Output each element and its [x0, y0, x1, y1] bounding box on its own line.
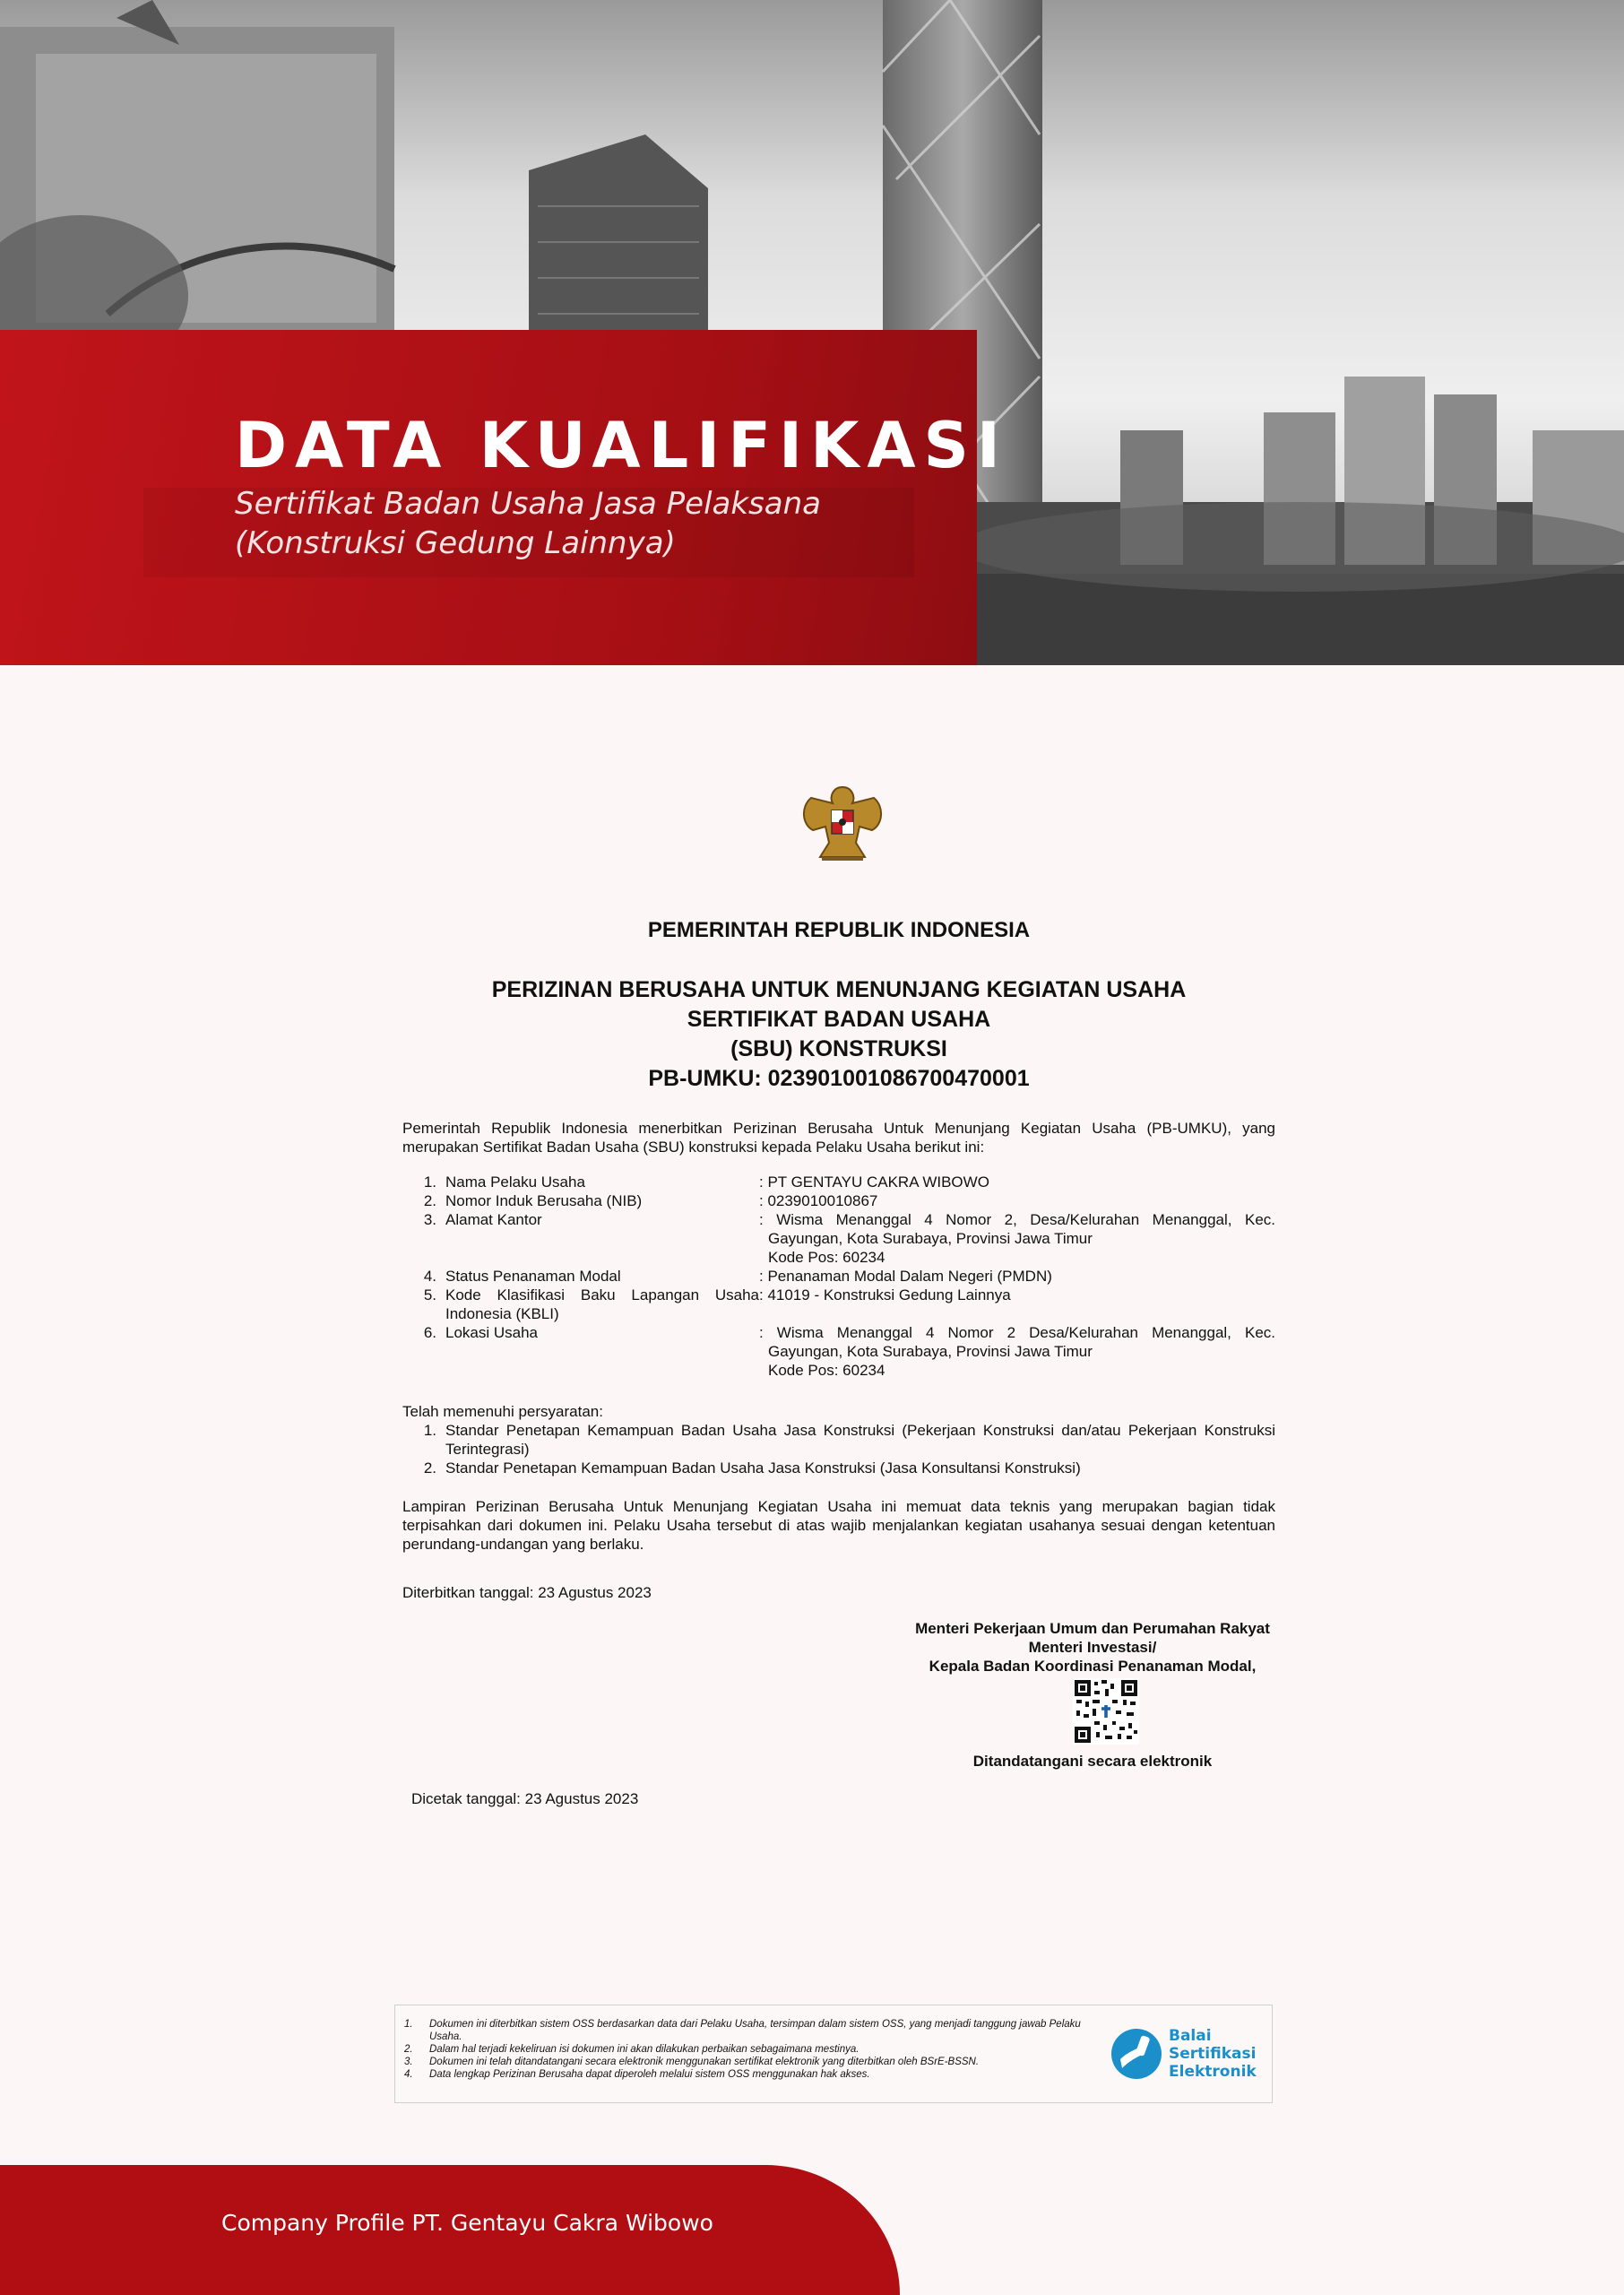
detail-value: : 0239010010867	[759, 1192, 878, 1209]
detail-row: 2. Nomor Induk Berusaha (NIB) : 0239010010867	[402, 1191, 1275, 1210]
requirements-section	[402, 1402, 1275, 1477]
banner-title: DATA KUALIFIKASI	[235, 409, 1008, 482]
footnote-item: 3. Dokumen ini telah ditandatangani secara elektronik menggunakan sertifikat elektronik yang diterbitkan oleh BSrE-BSSN.	[404, 2057, 980, 2067]
detail-label: Lokasi Usaha	[445, 1324, 539, 1341]
footnotes-list	[404, 2018, 1112, 2081]
signatory-line: Kepala Badan Koordinasi Penanaman Modal,	[929, 1658, 1257, 1675]
footnote-item: 4. Data lengkap Perizinan Berusaha dapat diperoleh melalui sistem OSS menggunakan hak akses.	[404, 2069, 870, 2080]
footer-company-profile: Company Profile PT. Gentayu Cakra Wibowo	[221, 2210, 713, 2236]
heading-line: PERIZINAN BERUSAHA UNTUK MENUNJANG KEGIATAN USAHA	[491, 977, 1187, 1002]
detail-value: : Wisma Menanggal 4 Nomor 2, Desa/Kelurahan Menanggal, Kec. Gayungan, Kota Surabaya, Provinsi Jawa Timur Kode Pos: 60234	[759, 1211, 1275, 1266]
requirement-item: 1. Standar Penetapan Kemampuan Badan Usaha Jasa Konstruksi (Pekerjaan Konstruksi dan/atau Pekerjaan Konstruksi Terintegrasi)	[423, 1422, 1275, 1458]
intro-paragraph: Pemerintah Republik Indonesia menerbitkan Perizinan Berusaha Untuk Menunjang Kegiatan Usaha (PB-UMKU), yang merupakan Sertifikat Badan Usaha (SBU) konstruksi kepada Pelaku Usaha berikut ini:	[402, 1120, 1275, 1156]
banner-subtitle: Sertifikat Badan Usaha Jasa Pelaksana (Konstruksi Gedung Lainnya)	[235, 486, 821, 561]
detail-label: Nama Pelaku Usaha	[445, 1173, 585, 1191]
detail-label: Kode Klasifikasi Baku Lapangan Usaha Indonesia (KBLI)	[445, 1286, 759, 1322]
title-banner	[0, 330, 1008, 665]
detail-label: Alamat Kantor	[445, 1211, 542, 1228]
permit-heading	[402, 975, 1275, 1094]
footnote-item: 2. Dalam hal terjadi kekeliruan isi dokumen ini akan dilakukan perbaikan sebagaimana mestinya.	[404, 2044, 860, 2055]
detail-row: 4. Status Penanaman Modal : Penanaman Modal Dalam Negeri (PMDN)	[402, 1267, 1275, 1286]
business-details-list	[402, 1173, 1275, 1380]
footnote-item: 1. Dokumen ini diterbitkan sistem OSS berdasarkan data dari Pelaku Usaha, tersimpan dalam sistem OSS, yang menjadi tanggung jawab Pelaku Usaha.	[404, 2019, 1081, 2042]
detail-row: 5. Kode Klasifikasi Baku Lapangan Usaha Indonesia (KBLI) : 41019 - Konstruksi Gedung Lainnya	[402, 1286, 1275, 1323]
detail-label: Nomor Induk Berusaha (NIB)	[445, 1192, 643, 1209]
issued-date: Diterbitkan tanggal: 23 Agustus 2023	[402, 1584, 652, 1601]
detail-row: 1. Nama Pelaku Usaha : PT GENTAYU CAKRA WIBOWO	[402, 1173, 1275, 1191]
garuda-emblem-icon	[793, 771, 892, 870]
government-title: PEMERINTAH REPUBLIK INDONESIA	[647, 918, 1031, 942]
detail-value: : PT GENTAYU CAKRA WIBOWO	[759, 1173, 989, 1191]
detail-value: : Penanaman Modal Dalam Negeri (PMDN)	[759, 1268, 1052, 1285]
requirement-item: 2. Standar Penetapan Kemampuan Badan Usaha Jasa Konstruksi (Jasa Konsultansi Konstruksi)	[423, 1459, 1081, 1477]
signatory-line: Menteri Investasi/	[1028, 1639, 1157, 1656]
qr-code-icon	[1073, 1678, 1139, 1745]
heading-line: (SBU) KONSTRUKSI	[730, 1036, 947, 1061]
footer-bar	[0, 2165, 900, 2295]
detail-label: Status Penanaman Modal	[445, 1268, 621, 1285]
detail-row: 3. Alamat Kantor : Wisma Menanggal 4 Nomor 2, Desa/Kelurahan Menanggal, Kec. Gayungan, Kota Surabaya, Provinsi Jawa Timur Kode Pos: 60234	[423, 1211, 1275, 1266]
bsre-logo-text: Balai Sertifikasi Elektronik	[1169, 2027, 1257, 2081]
footnotes-box	[394, 2005, 1273, 2103]
attachment-paragraph: Lampiran Perizinan Berusaha Untuk Menunjang Kegiatan Usaha ini memuat data teknis yang merupakan bagian tidak terpisahkan dari dokumen ini. Pelaku Usaha tersebut di atas wajib menjalankan kegiatan usahanya sesuai dengan ketentuan perundang-undangan yang berlaku.	[402, 1498, 1275, 1553]
requirements-title: Telah memenuhi persyaratan:	[402, 1403, 603, 1420]
detail-value: : Wisma Menanggal 4 Nomor 2 Desa/Kelurahan Menanggal, Kec. Gayungan, Kota Surabaya, Provinsi Jawa Timur Kode Pos: 60234	[759, 1324, 1275, 1379]
heading-line: SERTIFIKAT BADAN USAHA	[687, 1007, 991, 1032]
detail-row: 6. Lokasi Usaha : Wisma Menanggal 4 Nomor 2 Desa/Kelurahan Menanggal, Kec. Gayungan, Kota Surabaya, Provinsi Jawa Timur Kode Pos: 60234	[423, 1324, 1275, 1379]
bsre-logo	[1108, 2018, 1265, 2090]
printed-date: Dicetak tanggal: 23 Agustus 2023	[411, 1790, 639, 1807]
permit-number: PB-UMKU: 023901001086700470001	[648, 1066, 1030, 1091]
signed-electronically-note: Ditandatangani secara elektronik	[972, 1753, 1213, 1770]
signatory-block	[904, 1619, 1281, 1676]
detail-value: : 41019 - Konstruksi Gedung Lainnya	[759, 1286, 1011, 1303]
bsre-logo-icon	[1108, 2025, 1165, 2083]
signatory-line: Menteri Pekerjaan Umum dan Perumahan Rakyat	[915, 1620, 1270, 1637]
